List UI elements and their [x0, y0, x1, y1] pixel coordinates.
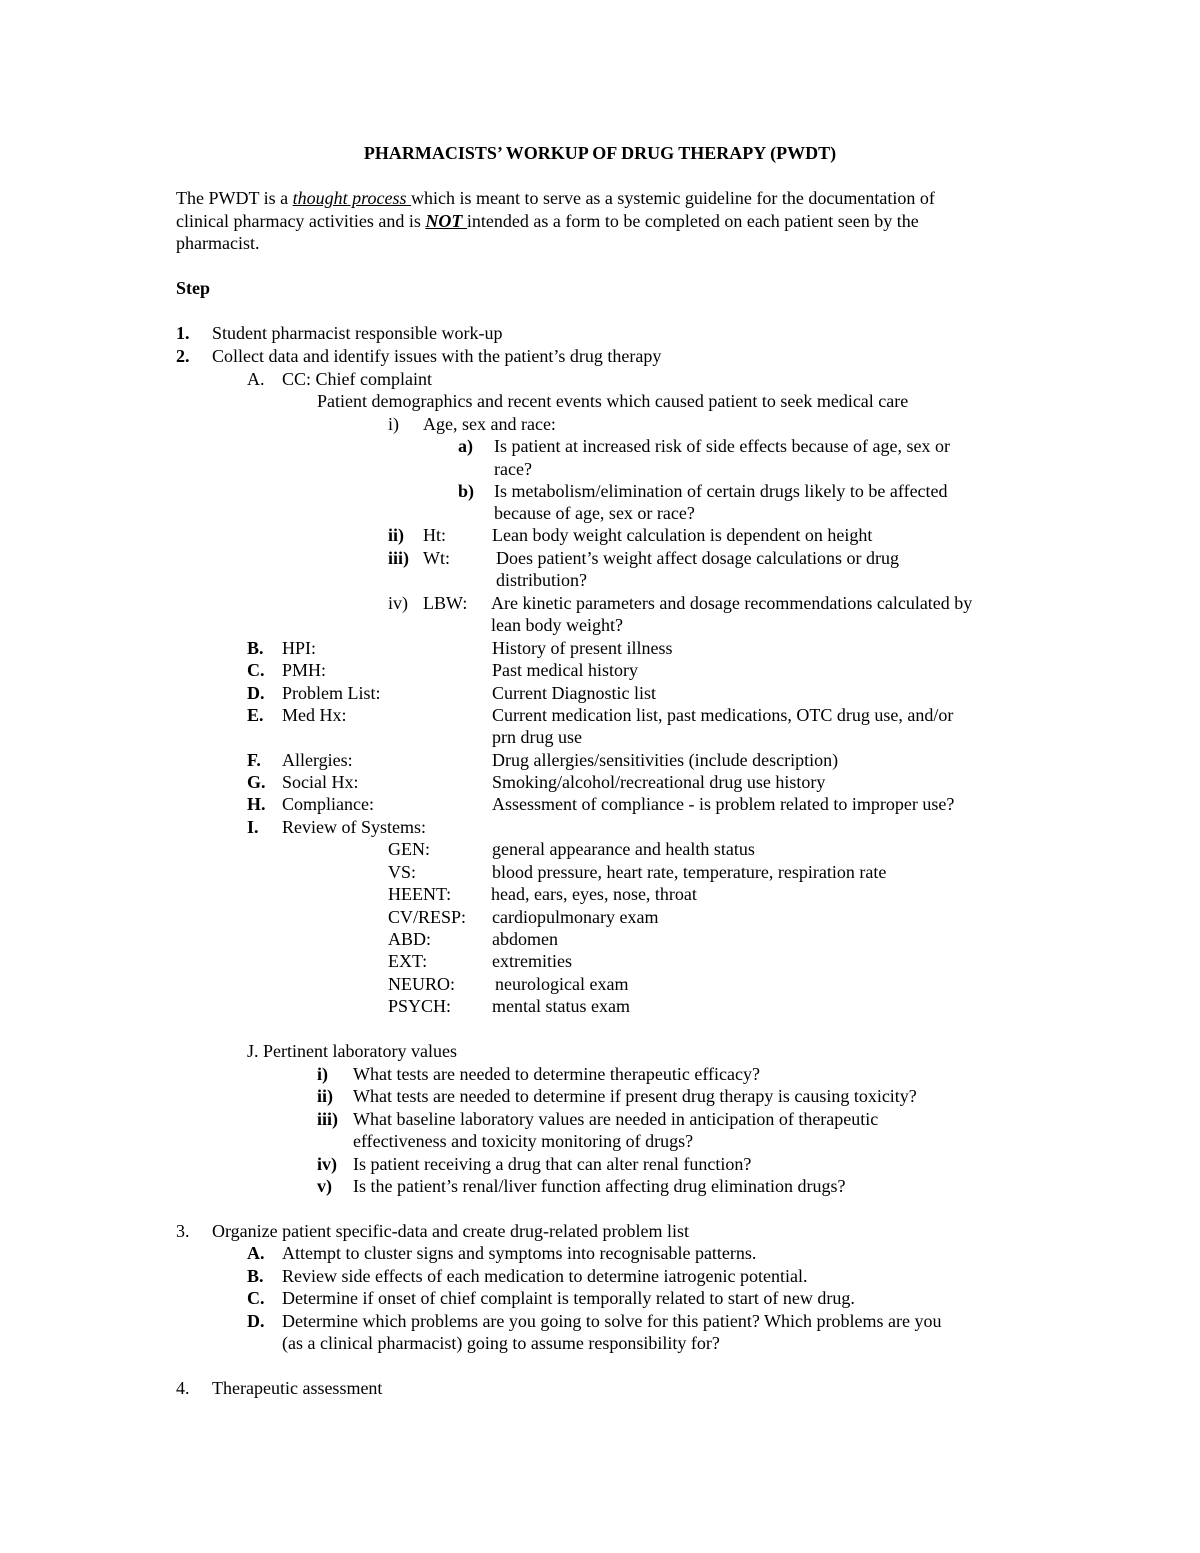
item-e-term: Med Hx: — [282, 705, 347, 725]
step-3-text: Organize patient specific-data and create drug-related problem list — [212, 1221, 689, 1241]
item-h-label: H. — [247, 794, 266, 814]
step-3-c-text: Determine if onset of chief complaint is temporally related to start of new drug. — [282, 1288, 855, 1308]
item-g-desc: Smoking/alcohol/recreational drug use history — [492, 772, 826, 792]
item-a-iii-number: iii) — [388, 548, 409, 568]
step-3-b-label: B. — [247, 1266, 264, 1286]
step-2-number: 2. — [176, 346, 190, 366]
item-a-i-number: i) — [388, 414, 399, 434]
item-d-label: D. — [247, 683, 265, 703]
item-f-desc: Drug allergies/sensitivities (include description) — [492, 750, 839, 770]
lab-iv-number: iv) — [317, 1154, 337, 1174]
item-a-b-text-1: Is metabolism/elimination of certain drugs likely to be affected — [494, 481, 948, 501]
item-b-label: B. — [247, 638, 264, 658]
item-a-a-number: a) — [458, 436, 473, 456]
ros-term-heent: HEENT: — [388, 884, 452, 904]
step-heading: Step — [176, 278, 211, 298]
item-d-term: Problem List: — [282, 683, 381, 703]
lab-i-number: i) — [317, 1064, 328, 1084]
step-3-c-label: C. — [247, 1288, 265, 1308]
item-b-desc: History of present illness — [492, 638, 673, 658]
item-c-label: C. — [247, 660, 265, 680]
item-a-b-number: b) — [458, 481, 475, 501]
item-a-b-text-2: because of age, sex or race? — [494, 503, 695, 523]
step-2-text: Collect data and identify issues with the patient’s drug therapy — [212, 346, 662, 366]
item-g-label: G. — [247, 772, 266, 792]
item-a-iv-desc-2: lean body weight? — [491, 615, 623, 635]
ros-term-vs: VS: — [388, 862, 417, 882]
lab-iii-text-1: What baseline laboratory values are needed in anticipation of therapeutic — [353, 1109, 879, 1129]
step-3-b-text: Review side effects of each medication to determine iatrogenic potential. — [282, 1266, 808, 1286]
step-1-number: 1. — [176, 323, 190, 343]
page-title: PHARMACISTS’ WORKUP OF DRUG THERAPY (PWDT) — [363, 143, 837, 163]
item-a-a-text-2: race? — [494, 459, 532, 479]
item-a-iv-number: iv) — [388, 593, 408, 613]
lab-ii-number: ii) — [317, 1086, 333, 1106]
ros-desc-vs: blood pressure, heart rate, temperature, respiration rate — [492, 862, 887, 882]
ros-desc-heent: head, ears, eyes, nose, throat — [491, 884, 697, 904]
ros-term-gen: GEN: — [388, 839, 430, 859]
item-i-term: Review of Systems: — [282, 817, 426, 837]
item-g-term: Social Hx: — [282, 772, 359, 792]
intro-line-3: pharmacist. — [176, 233, 260, 253]
item-a-a-text-1: Is patient at increased risk of side effects because of age, sex or — [494, 436, 950, 456]
ros-term-neuro: NEURO: — [388, 974, 455, 994]
intro-emphasis-not: NOT — [425, 211, 467, 231]
item-a-ii-term: Ht: — [423, 525, 447, 545]
step-3-a-text: Attempt to cluster signs and symptoms into recognisable patterns. — [282, 1243, 757, 1263]
item-a-iii-desc-2: distribution? — [496, 570, 587, 590]
ros-desc-neuro: neurological exam — [495, 974, 629, 994]
item-a-i-text: Age, sex and race: — [423, 414, 556, 434]
step-1-text: Student pharmacist responsible work-up — [212, 323, 503, 343]
ros-desc-psych: mental status exam — [492, 996, 630, 1016]
lab-ii-text: What tests are needed to determine if present drug therapy is causing toxicity? — [353, 1086, 917, 1106]
step-3-a-label: A. — [247, 1243, 265, 1263]
lab-i-text: What tests are needed to determine therapeutic efficacy? — [353, 1064, 760, 1084]
item-c-term: PMH: — [282, 660, 327, 680]
intro-emphasis-thought-process: thought process — [292, 188, 411, 208]
lab-iii-number: iii) — [317, 1109, 338, 1129]
item-e-label: E. — [247, 705, 264, 725]
lab-v-text: Is the patient’s renal/liver function affecting drug elimination drugs? — [353, 1176, 846, 1196]
item-a-iv-desc-1: Are kinetic parameters and dosage recommendations calculated by — [491, 593, 973, 613]
item-a-iii-term: Wt: — [423, 548, 450, 568]
item-f-term: Allergies: — [282, 750, 353, 770]
item-f-label: F. — [247, 750, 261, 770]
item-e-desc-1: Current medication list, past medications, OTC drug use, and/or — [492, 705, 954, 725]
lab-v-number: v) — [317, 1176, 332, 1196]
intro-line-2: clinical pharmacy activities and is NOT intended as a form to be completed on each patient seen by the — [176, 211, 919, 231]
ros-term-abd: ABD: — [388, 929, 432, 949]
item-b-term: HPI: — [282, 638, 317, 658]
item-a-subtext: Patient demographics and recent events which caused patient to seek medical care — [317, 391, 909, 411]
item-a-ii-desc: Lean body weight calculation is dependent on height — [492, 525, 873, 545]
step-3-d-text-2: (as a clinical pharmacist) going to assume responsibility for? — [282, 1333, 720, 1353]
step-4-text: Therapeutic assessment — [212, 1378, 383, 1398]
item-e-desc-2: prn drug use — [492, 727, 582, 747]
intro-line-1: The PWDT is a thought process which is meant to serve as a systemic guideline for the documentation of — [176, 188, 935, 208]
step-3-d-label: D. — [247, 1311, 265, 1331]
ros-desc-abd: abdomen — [492, 929, 558, 949]
ros-term-psych: PSYCH: — [388, 996, 452, 1016]
lab-iv-text: Is patient receiving a drug that can alter renal function? — [353, 1154, 752, 1174]
step-3-number: 3. — [176, 1221, 190, 1241]
lab-iii-text-2: effectiveness and toxicity monitoring of drugs? — [353, 1131, 694, 1151]
ros-desc-gen: general appearance and health status — [492, 839, 755, 859]
item-i-label: I. — [247, 817, 259, 837]
item-a-iv-term: LBW: — [423, 593, 468, 613]
ros-desc-ext: extremities — [492, 951, 572, 971]
item-h-term: Compliance: — [282, 794, 374, 814]
ros-term-cv-resp: CV/RESP: — [388, 907, 467, 927]
item-a-text: CC: Chief complaint — [282, 369, 432, 389]
step-4-number: 4. — [176, 1378, 190, 1398]
item-j-text: J. Pertinent laboratory values — [247, 1041, 457, 1061]
item-a-iii-desc-1: Does patient’s weight affect dosage calculations or drug — [496, 548, 900, 568]
ros-term-ext: EXT: — [388, 951, 428, 971]
item-a-ii-number: ii) — [388, 525, 404, 545]
item-d-desc: Current Diagnostic list — [492, 683, 656, 703]
step-3-d-text-1: Determine which problems are you going to solve for this patient? Which problems are you — [282, 1311, 942, 1331]
ros-desc-cv-resp: cardiopulmonary exam — [492, 907, 659, 927]
item-h-desc: Assessment of compliance - is problem related to improper use? — [492, 794, 955, 814]
item-a-label: A. — [247, 369, 265, 389]
item-c-desc: Past medical history — [492, 660, 638, 680]
